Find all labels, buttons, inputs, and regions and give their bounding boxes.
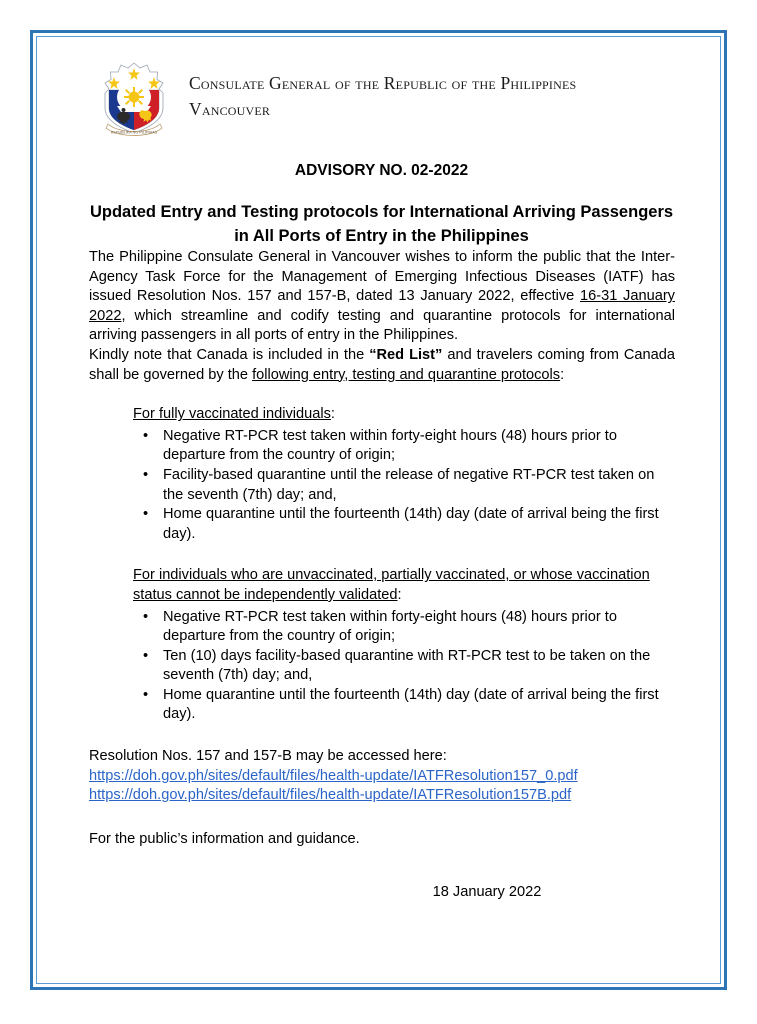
document-page [33,33,730,993]
list-item-text: Negative RT-PCR test taken within forty-eight hours (48) hours prior to departure from the country of origin; [163,608,617,645]
resolution-157-link[interactable]: https://doh.gov.ph/sites/default/files/health-update/IATFResolution157_0.pdf [89,767,578,784]
list-item [133,686,675,725]
paragraph-red-list-part3: : [560,366,565,383]
section-unvaccinated-heading-colon: : [397,586,402,603]
paragraph-intro [89,248,675,346]
page-title-line2: in All Ports of Entry in the Philippines [234,227,529,245]
list-item-text: Negative RT-PCR test taken within forty-eight hours (48) hours prior to departure from the country of origin; [163,427,617,464]
section-unvaccinated-heading [133,566,675,605]
section-unvaccinated-list [133,608,675,726]
section-fully-vaccinated-list [133,427,675,545]
bullet-icon: • [143,466,149,483]
consulate-name-line1: Consulate General of the Republic of the Philippines [189,73,577,93]
bullet-icon: • [143,608,149,625]
paragraph-red-list-part1: Kindly note that Canada is included in the [89,346,370,363]
bullet-icon: • [143,506,149,523]
red-list-emphasis: “Red List” [369,346,443,363]
section-fully-vaccinated-heading-colon: : [330,406,335,423]
bullet-icon: • [143,427,149,444]
list-item-text: Home quarantine until the fourteenth (14th) day (date of arrival being the first day). [163,686,659,723]
bullet-icon: • [143,647,149,664]
list-item-text: Home quarantine until the fourteenth (14th) day (date of arrival being the first day). [163,506,659,542]
paragraph-intro-part2: , which streamline and codify testing and quarantine protocols for international arriving passengers in all ports of entry in the Philippines. [89,307,675,344]
section-unvaccinated-heading-text: For individuals who are unvaccinated, partially vaccinated, or whose vaccination status cannot be independently validated [133,567,650,603]
seal-scroll-text: REPUBLIKA NG PILIPINAS [110,130,158,135]
section-fully-vaccinated [89,405,675,544]
resolution-157b-link[interactable]: https://doh.gov.ph/sites/default/files/health-update/IATFResolution157B.pdf [89,787,572,804]
section-fully-vaccinated-heading [133,405,675,425]
document-date: 18 January 2022 [432,884,542,901]
paragraph-intro-part1: The Philippine Consulate General in Vancouver wishes to inform the public that the Inter-Agency Task Force for the Management of Emerging Infectious Diseases (IATF) has issued Resolution Nos. 157 and 157-B, dated 13 January 2022, effective [89,249,675,305]
bullet-icon: • [143,686,149,703]
paragraph-red-list [89,346,675,385]
document-body [33,248,730,903]
resolution-links-lead: Resolution Nos. 157 and 157-B may be accessed here: [89,748,447,765]
page-title [33,200,730,248]
protocols-underlined: following entry, testing and quarantine protocols [252,366,561,383]
closing-statement: For the public’s information and guidance. [89,830,360,847]
list-item [133,466,675,505]
list-item-text: Ten (10) days facility-based quarantine with RT-PCR test to be taken on the seventh (7th) day; and, [163,647,651,684]
letterhead [33,33,730,138]
list-item [133,647,675,686]
section-fully-vaccinated-heading-text: For fully vaccinated individuals [133,406,331,423]
paragraph-red-list-part2: and travelers coming from Canada shall be governed by the [89,346,676,383]
consulate-name-line2: Vancouver [189,99,271,119]
resolution-links-block [89,747,675,806]
list-item [133,505,675,544]
list-item [133,427,675,466]
advisory-number: ADVISORY NO. 02-2022 [294,162,469,179]
letterhead-text [189,58,576,122]
effective-dates-underlined: 16-31 January 2022 [89,288,675,324]
list-item-text: Facility-based quarantine until the release of negative RT-PCR test taken on the seventh (7th) day; and, [163,466,655,503]
page-title-line1: Updated Entry and Testing protocols for International Arriving Passengers [89,203,674,221]
page-border-frame [30,30,727,990]
coat-of-arms-seal-icon [101,60,167,138]
list-item [133,608,675,647]
section-unvaccinated [89,566,675,725]
